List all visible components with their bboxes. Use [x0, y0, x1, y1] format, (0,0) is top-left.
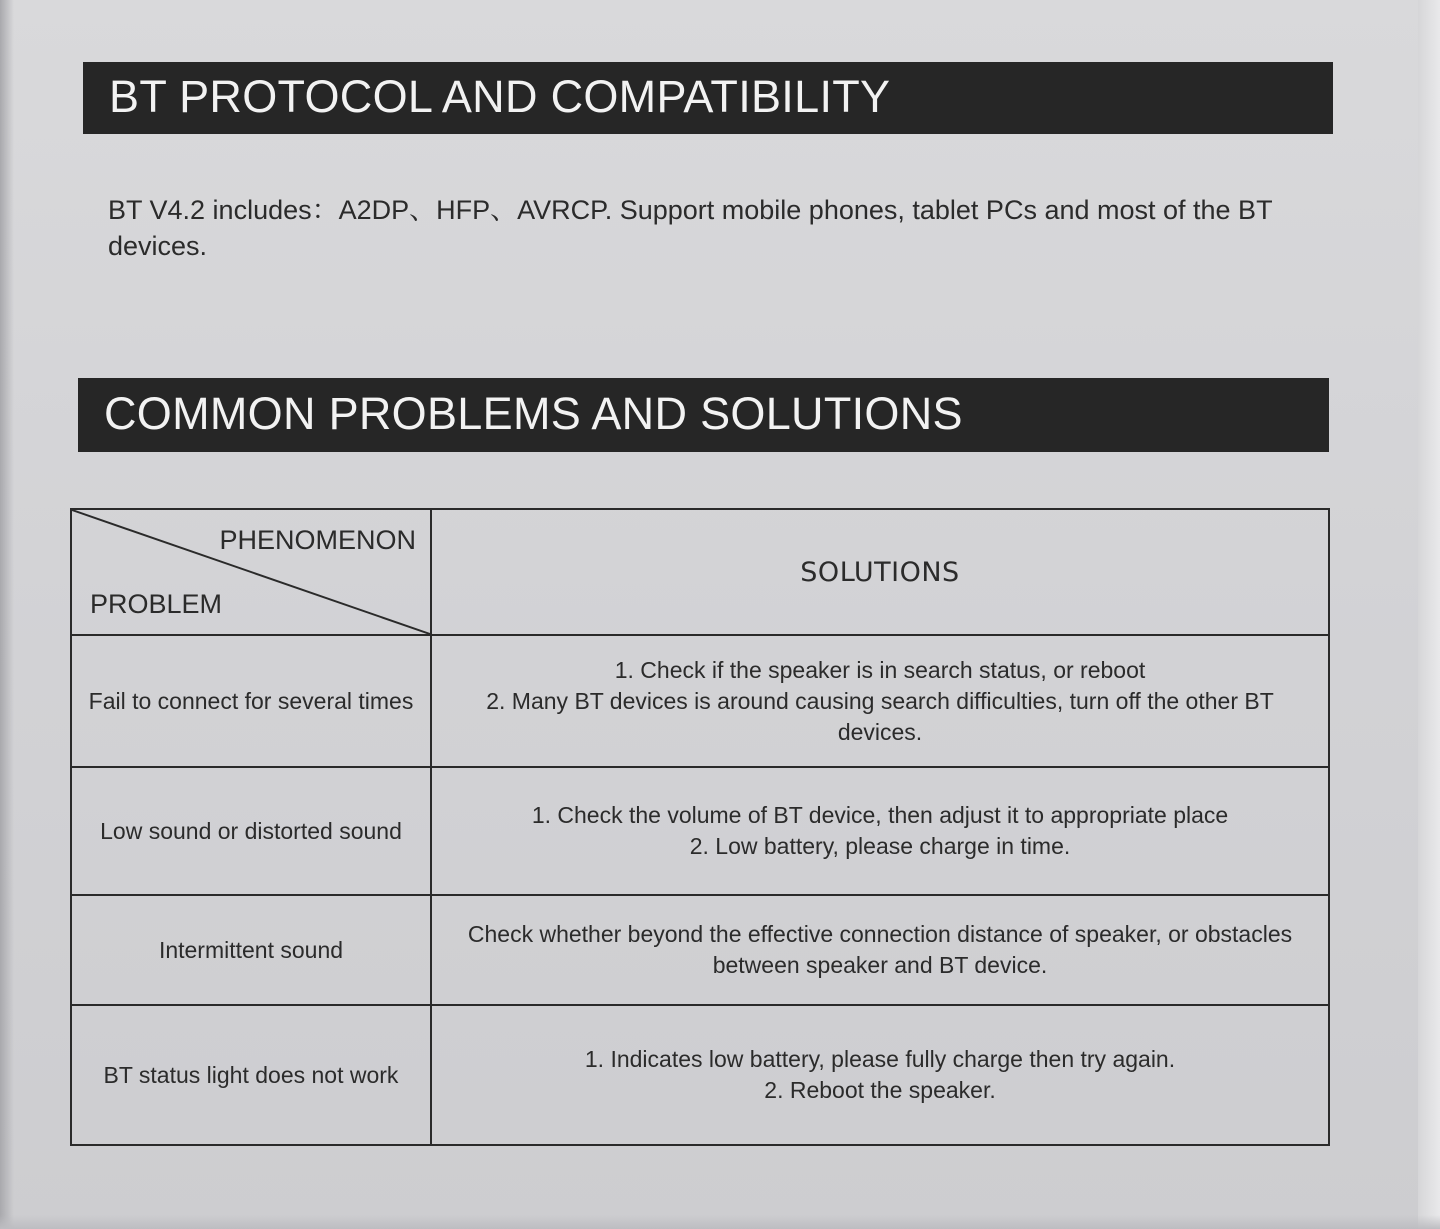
- solution-line: 2. Many BT devices is around causing search difficulties, turn off the other BT devices.: [486, 687, 1274, 745]
- table-row: [71, 895, 1329, 1005]
- bt-protocol-paragraph: BT V4.2 includes：A2DP、HFP、AVRCP. Support mobile phones, tablet PCs and most of the BT devices.: [108, 195, 1273, 261]
- table-row: [71, 767, 1329, 895]
- problem-cell: Fail to connect for several times: [71, 635, 431, 767]
- problem-label: PROBLEM: [90, 589, 223, 619]
- solution-line: Check whether beyond the effective connection distance of speaker, or obstacles between speaker and BT device.: [467, 921, 1293, 978]
- solutions-header: SOLUTIONS: [431, 509, 1329, 635]
- solution-line: 2. Low battery, please charge in time.: [689, 833, 1071, 859]
- solution-cell: [431, 635, 1329, 767]
- table-row: [71, 1005, 1329, 1145]
- solution-line: 2. Reboot the speaker.: [764, 1077, 996, 1103]
- section-heading-bt-protocol: BT PROTOCOL AND COMPATIBILITY: [83, 62, 1333, 134]
- problem-cell: BT status light does not work: [71, 1005, 431, 1145]
- solution-cell: [431, 767, 1329, 895]
- troubleshooting-table-wrapper: [70, 508, 1330, 1168]
- page-edge-right: [1418, 0, 1440, 1229]
- section-heading-common-problems: COMMON PROBLEMS AND SOLUTIONS: [78, 378, 1329, 452]
- phenomenon-label: PHENOMENON: [219, 525, 416, 555]
- solution-line: 1. Check the volume of BT device, then adjust it to appropriate place: [531, 802, 1229, 828]
- page-edge-bottom: [0, 1215, 1440, 1229]
- troubleshooting-table: [70, 508, 1330, 1146]
- problem-cell: Intermittent sound: [71, 895, 431, 1005]
- page-edge-shadow: [0, 0, 14, 1229]
- solution-cell: [431, 895, 1329, 1005]
- solution-line: 1. Check if the speaker is in search status, or reboot: [614, 656, 1146, 683]
- table-row: [71, 635, 1329, 767]
- diagonal-header-cell: [71, 509, 431, 635]
- solution-cell: [431, 1005, 1329, 1145]
- table-header-row: [71, 509, 1329, 635]
- problem-cell: Low sound or distorted sound: [71, 767, 431, 895]
- solution-line: 1. Indicates low battery, please fully charge then try again.: [584, 1046, 1176, 1072]
